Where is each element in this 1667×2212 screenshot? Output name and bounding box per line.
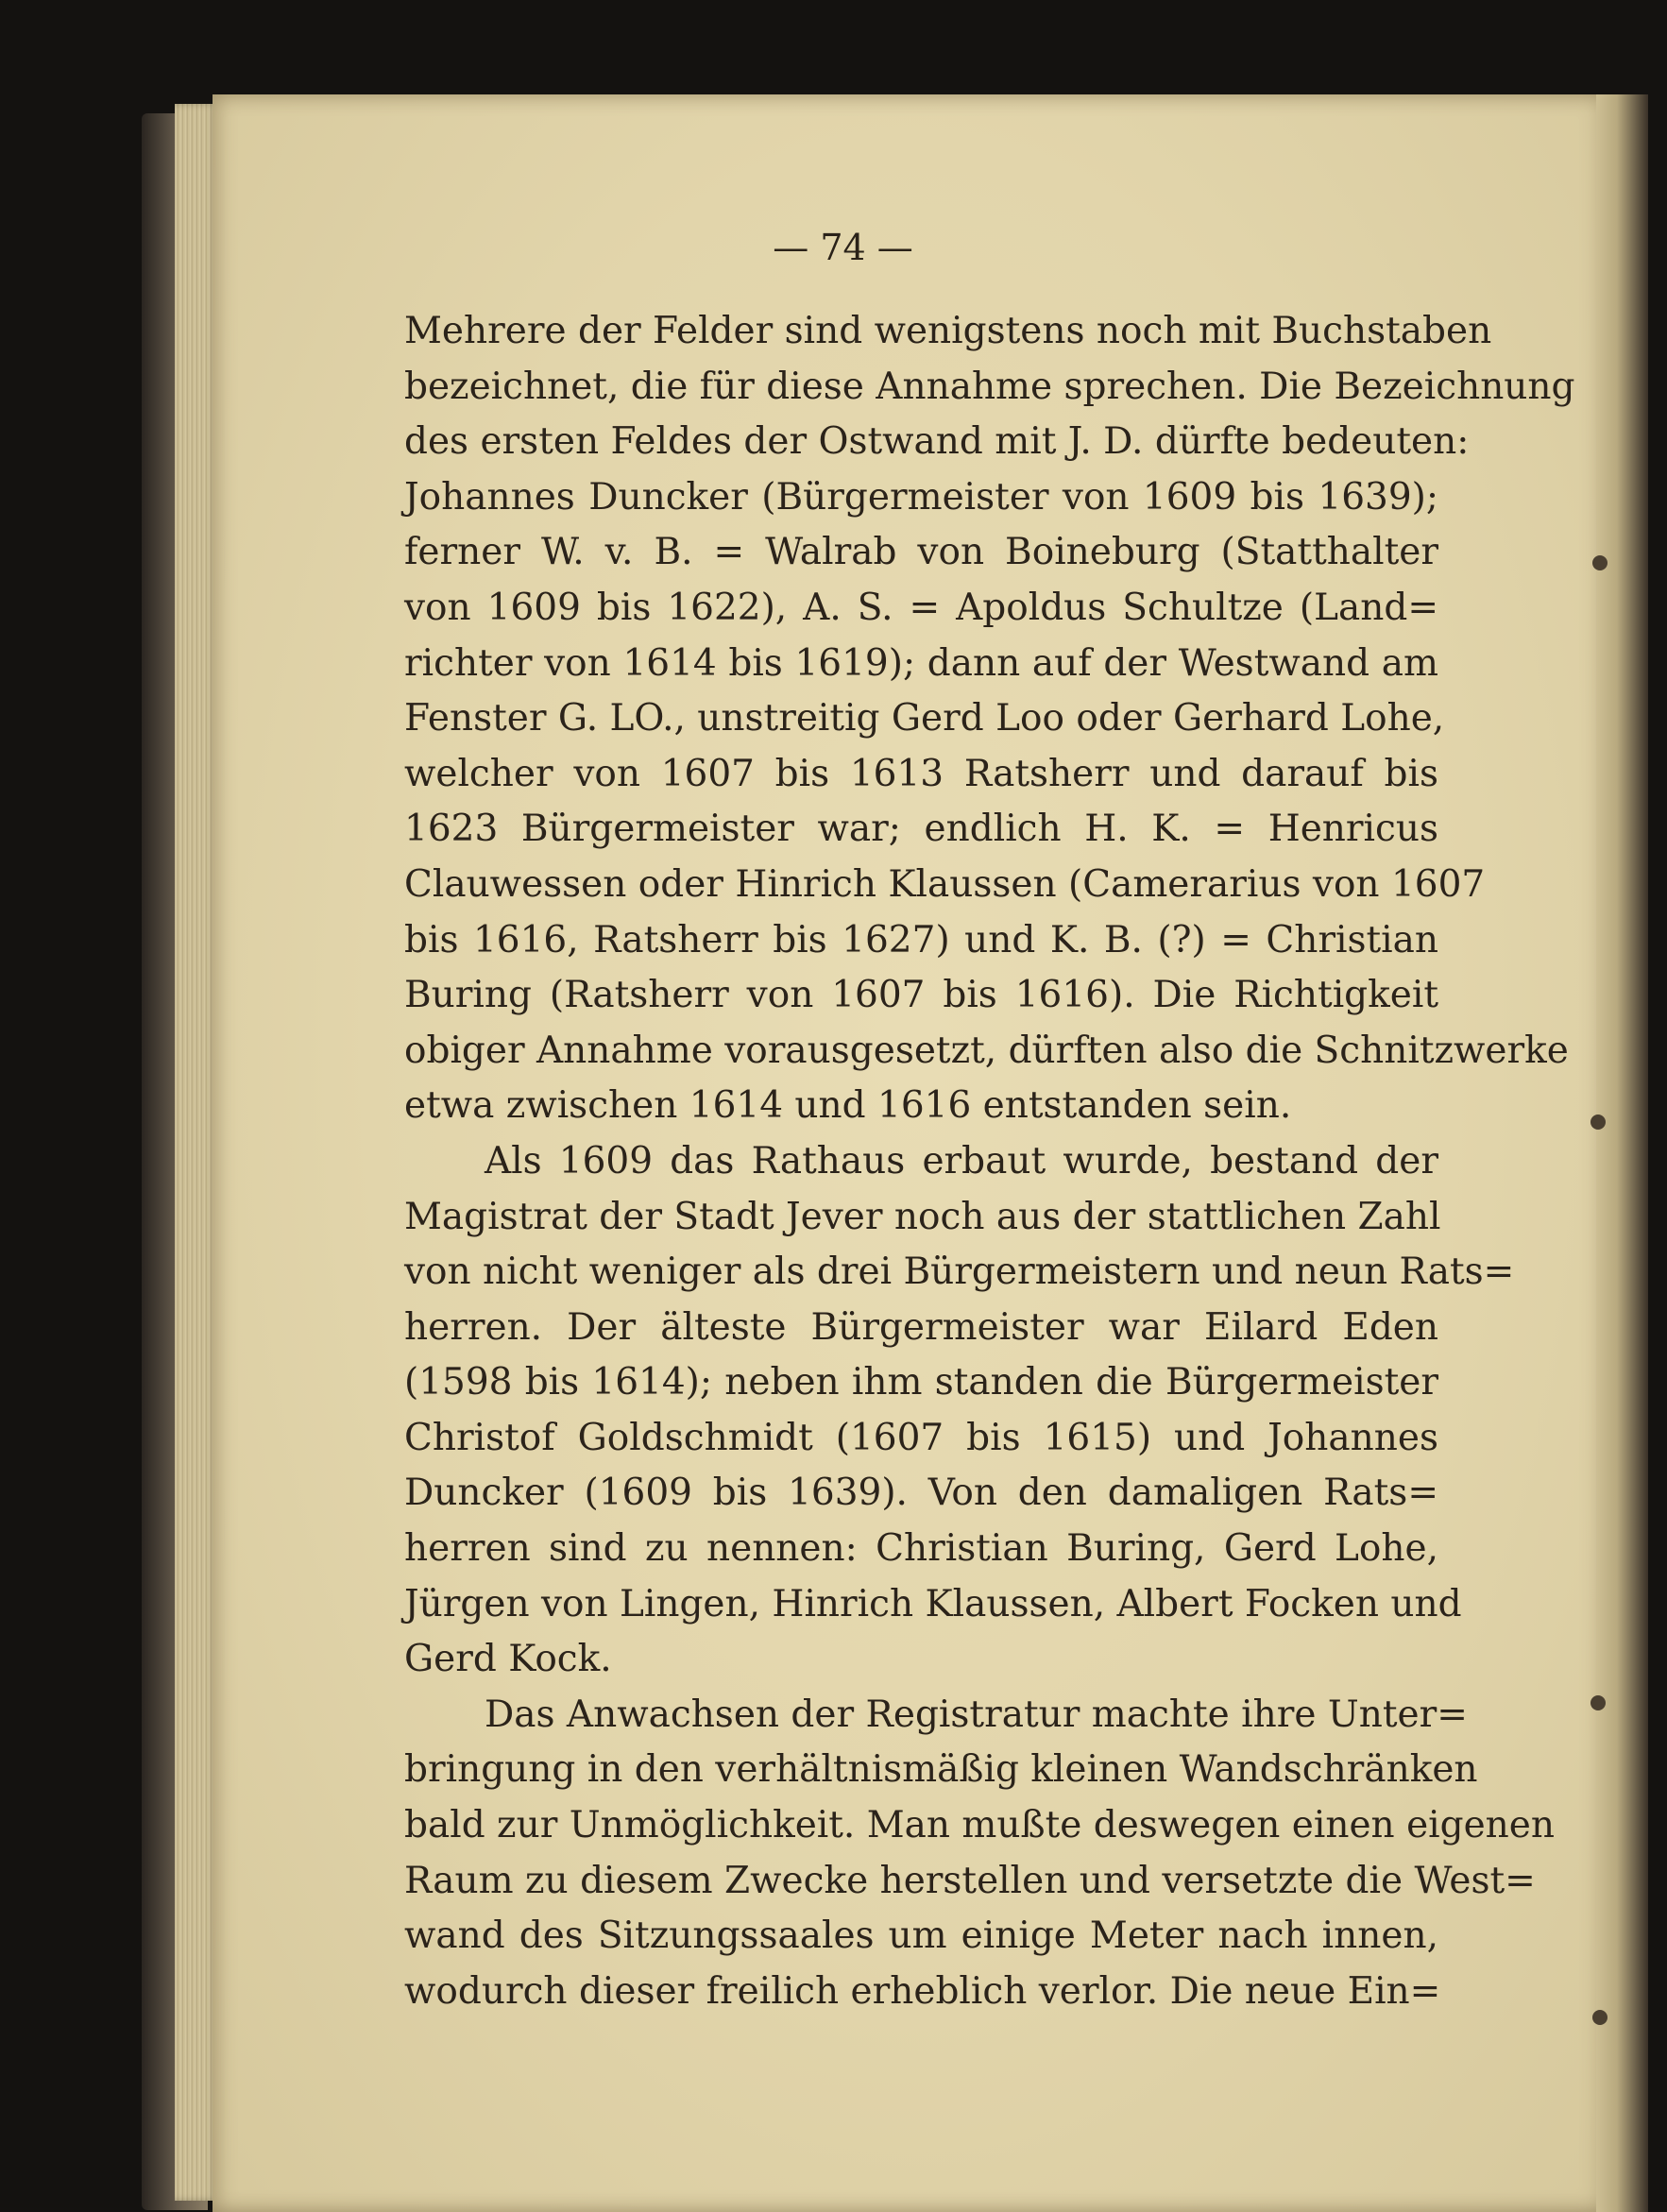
text-line: Duncker (1609 bis 1639). Von den damaligen Rats= — [404, 1472, 1438, 1515]
text-line: Gerd Kock. — [404, 1638, 612, 1681]
binding-mark — [1592, 2010, 1607, 2025]
text-line: ferner W. v. B. = Walrab von Boineburg (Statthalter — [404, 531, 1438, 574]
text-line: Christof Goldschmidt (1607 bis 1615) und Johannes — [404, 1416, 1438, 1459]
text-line: Jürgen von Lingen, Hinrich Klaussen, Albert Focken und — [404, 1582, 1462, 1625]
text-line: Buring (Ratsherr von 1607 bis 1616). Die Richtigkeit — [404, 974, 1438, 1017]
text-line: Mehrere der Felder sind wenigstens noch mit Buchstaben — [404, 310, 1492, 352]
text-line: Clauwessen oder Hinrich Klaussen (Camerarius von 1607 — [404, 862, 1486, 906]
text-line: des ersten Feldes der Ostwand mit J. D. dürfte bedeuten: — [404, 420, 1470, 464]
page-stack-edge — [175, 104, 217, 2201]
text-line: etwa zwischen 1614 und 1616 entstanden sein. — [404, 1084, 1292, 1128]
text-line: Johannes Duncker (Bürgermeister von 1609 bis 1639); — [404, 475, 1438, 519]
text-line: Raum zu diesem Zwecke herstellen und versetzte die West= — [404, 1859, 1536, 1902]
text-line: bis 1616, Ratsherr bis 1627) und K. B. (?) = Christian — [404, 918, 1438, 961]
binding-mark — [1590, 1695, 1606, 1710]
text-line: wand des Sitzungssaales um einige Meter nach innen, — [404, 1914, 1438, 1958]
body-text — [404, 304, 1575, 2019]
binding-mark — [1592, 555, 1607, 570]
text-line: herren. Der älteste Bürgermeister war Eilard Eden — [404, 1305, 1438, 1349]
text-line: von 1609 bis 1622), A. S. = Apoldus Schultze (Land= — [404, 586, 1438, 629]
text-line: herren sind zu nennen: Christian Buring, Gerd Lohe, — [404, 1527, 1438, 1571]
text-line: Das Anwachsen der Registratur machte ihre Unter= — [485, 1693, 1468, 1736]
text-line: bezeichnet, die für diese Annahme sprechen. Die Bezeichnung — [404, 365, 1575, 408]
text-line: bringung in den verhältnismäßig kleinen Wandschränken — [404, 1748, 1478, 1792]
text-line: Fenster G. LO., unstreitig Gerd Loo oder Gerhard Lohe, — [404, 697, 1445, 740]
text-line: von nicht weniger als drei Bürgermeistern und neun Rats= — [404, 1251, 1515, 1294]
binding-mark — [1590, 1115, 1606, 1130]
text-line: welcher von 1607 bis 1613 Ratsherr und darauf bis — [404, 752, 1438, 795]
page-number: — 74 — — [773, 227, 913, 268]
text-line: wodurch dieser freilich erheblich verlor. Die neue Ein= — [404, 1969, 1441, 2013]
text-line: richter von 1614 bis 1619); dann auf der Westwand am — [404, 641, 1438, 685]
text-line: Als 1609 das Rathaus erbaut wurde, bestand der — [485, 1139, 1438, 1183]
text-line: Magistrat der Stadt Jever noch aus der stattlichen Zahl — [404, 1195, 1441, 1238]
text-line: (1598 bis 1614); neben ihm standen die Bürgermeister — [404, 1361, 1438, 1404]
text-line: obiger Annahme vorausgesetzt, dürften also die Schnitzwerke — [404, 1029, 1569, 1072]
text-line: 1623 Bürgermeister war; endlich H. K. = Henricus — [404, 808, 1438, 851]
facing-page-edge — [1596, 94, 1648, 2212]
text-line: bald zur Unmöglichkeit. Man mußte deswegen einen eigenen — [404, 1804, 1555, 1847]
